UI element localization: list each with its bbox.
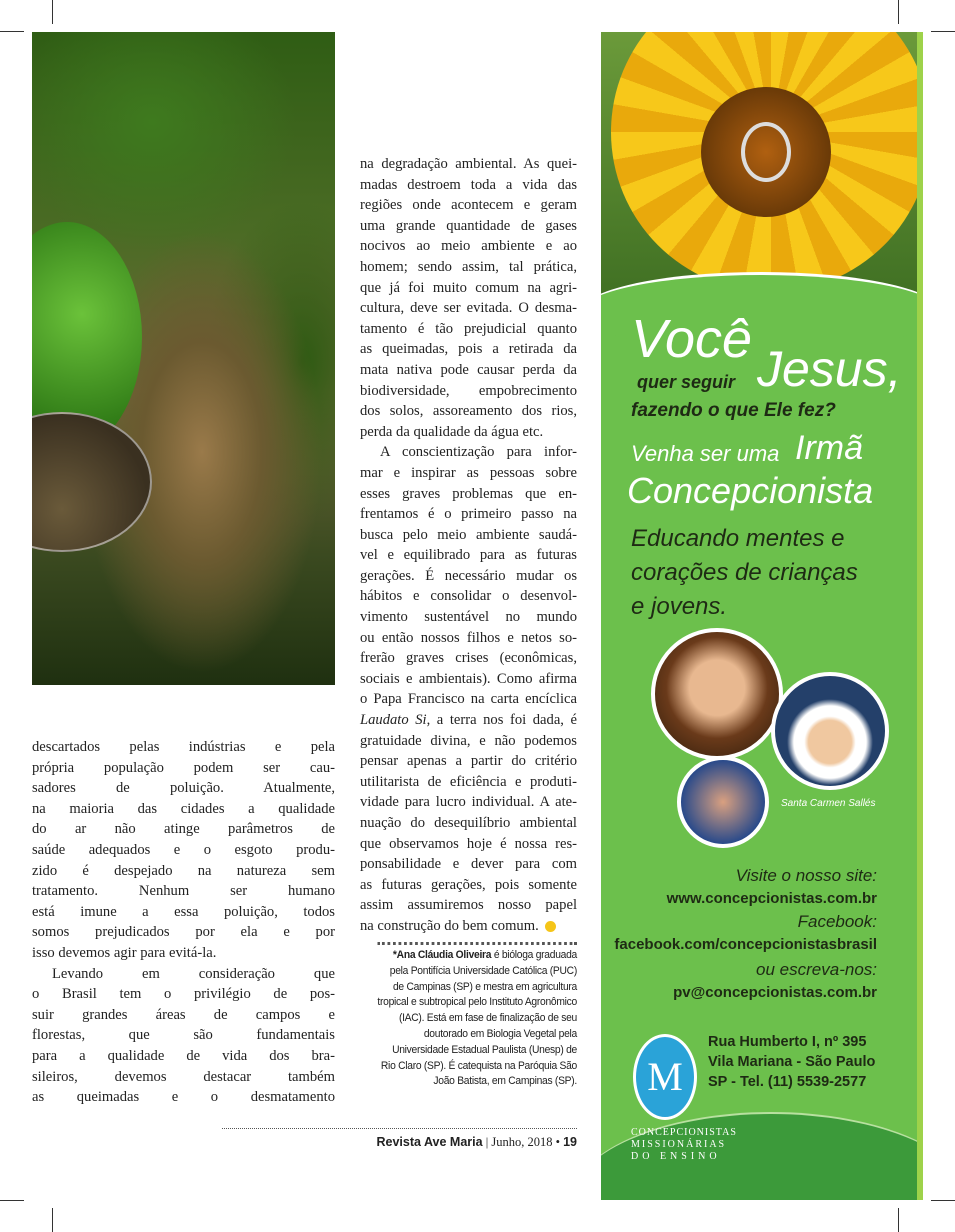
text-line xyxy=(360,813,577,834)
logo-text-line: CONCEPCIONISTAS xyxy=(631,1127,737,1138)
text-line xyxy=(32,1046,335,1067)
text-line xyxy=(360,710,577,731)
text-line-content: as queimadas, pois a retirada da xyxy=(360,341,577,358)
ad-fazendo: fazendo o que Ele fez? xyxy=(631,400,836,421)
page-number: 19 xyxy=(563,1135,577,1149)
facebook-link[interactable]: facebook.com/concepcionistasbrasil xyxy=(614,936,877,953)
text-line-content: na degradação ambiental. As quei- xyxy=(360,156,577,172)
crop-mark xyxy=(0,1200,24,1201)
text-line xyxy=(360,236,577,257)
text-line-content: assim assumiremos nosso papel xyxy=(360,897,577,914)
portrait-children xyxy=(677,756,769,848)
text-line xyxy=(360,298,577,319)
footnote-text: é bióloga graduada pela Pontifícia Universidade Católica (PUC) de Campinas (SP) e mestra em agricultura tropical e subtropical pelo Instituto Agronômico (IAC). Está em fase de finalização de seu doutorado em Biologia Vegetal pela Universidade Estadual Paulista (Unesp) de Rio Claro (SP). É catequista na Paróquia São João Batista, em Campinas (SP). xyxy=(377,949,577,1088)
footer-bullet: • xyxy=(555,1135,560,1149)
crop-mark xyxy=(931,1200,955,1201)
text-line xyxy=(360,257,577,278)
text-line-content: A conscientização para infor- xyxy=(380,444,577,461)
text-line xyxy=(360,154,577,175)
footer-divider xyxy=(222,1128,577,1129)
text-line xyxy=(360,772,577,793)
address-line: Rua Humberto I, nº 395 xyxy=(708,1034,867,1050)
text-line-content: utilitarista de eficiência e produti- xyxy=(360,773,577,790)
text-line xyxy=(32,1067,335,1088)
text-line xyxy=(32,902,335,923)
text-line-content: sileiros, devemos destacar também xyxy=(32,1068,335,1085)
text-line-content: Laudato Si, a terra nos foi dada, é xyxy=(360,712,578,729)
text-line-content: busca pelo meio ambiente saudá- xyxy=(360,526,577,543)
article-photo-tree-globe xyxy=(32,32,335,685)
text-line-content: as futuras gerações, pois somente xyxy=(360,876,577,893)
text-line xyxy=(360,566,577,587)
ad-concepcionista: Concepcionista xyxy=(627,470,874,511)
text-line-content: zido é despejado na natureza sem xyxy=(32,862,335,879)
text-line xyxy=(360,360,577,381)
text-line-content: esses graves problemas que en- xyxy=(360,485,577,502)
text-line-content: as queimadas e o desmatamento xyxy=(32,1089,335,1106)
visit-label: Visite o nosso site: xyxy=(735,866,877,885)
concepcionistas-advertisement xyxy=(601,32,917,1200)
magazine-name: Revista Ave Maria xyxy=(376,1135,483,1149)
text-line-content: ou então nossos filhos e netos so- xyxy=(360,629,577,646)
text-line-content: gratuidade divina, e não podemos xyxy=(360,732,577,749)
text-line xyxy=(360,792,577,813)
text-line xyxy=(360,381,577,402)
ad-quer-seguir: quer seguir xyxy=(637,372,736,392)
text-line xyxy=(360,628,577,649)
portrait-santa-carmen xyxy=(771,672,889,790)
text-line-content: perda da qualidade da água etc. xyxy=(360,423,544,440)
footnote-author: *Ana Cláudia Oliveira xyxy=(392,949,492,961)
ad-voce: Você xyxy=(631,309,753,369)
ad-educando-line: e jovens. xyxy=(631,593,728,620)
text-line-content: que já foi muito comum na agri- xyxy=(360,279,577,296)
logo-text-line: DO ENSINO xyxy=(631,1151,721,1162)
text-line xyxy=(32,1005,335,1026)
footer-separator: | xyxy=(485,1135,489,1149)
text-line-content: mar e inspirar as pessoas sobre xyxy=(360,464,577,481)
ad-educando xyxy=(631,522,858,624)
text-line xyxy=(32,758,335,779)
text-line-content: própria população podem ser cau- xyxy=(32,759,335,776)
text-line xyxy=(360,607,577,628)
text-line xyxy=(32,881,335,902)
write-label: ou escreva-nos: xyxy=(756,960,877,979)
text-line-content: Levando em consideração que xyxy=(52,965,335,982)
text-line-content: descartados pelas indústrias e pela xyxy=(32,739,335,755)
text-line xyxy=(360,689,577,710)
concepcionistas-logo-icon: M xyxy=(633,1034,697,1120)
text-line-content: o Papa Francisco na carta encíclica xyxy=(360,691,577,708)
text-line-content: uma grande quantidade de gases xyxy=(360,217,577,234)
text-line xyxy=(360,484,577,505)
end-mark-icon xyxy=(545,921,556,932)
text-line xyxy=(360,442,577,463)
text-line xyxy=(360,834,577,855)
article-column-middle xyxy=(360,154,577,937)
text-line-content: para a qualidade de vida dos bra- xyxy=(32,1047,335,1064)
text-line xyxy=(360,463,577,484)
text-line-content: vimento sustentável no mundo xyxy=(360,609,577,626)
text-line-content: sociais e ambientais). Como afirma xyxy=(360,670,577,687)
ad-educando-line: Educando mentes e xyxy=(631,525,845,552)
text-line xyxy=(32,984,335,1005)
text-line xyxy=(32,840,335,861)
text-line-content: nuação do desequilíbrio ambiental xyxy=(360,815,577,831)
text-line-content: gerações. É necessário mudar os xyxy=(360,567,577,584)
text-line-content: madas destroem toda a vida das xyxy=(360,176,577,193)
text-line xyxy=(360,422,577,443)
text-line xyxy=(360,525,577,546)
text-line-content: o Brasil tem o privilégio de pos- xyxy=(32,986,335,1003)
text-line xyxy=(360,195,577,216)
address-line: SP - Tel. (11) 5539-2577 xyxy=(708,1074,867,1090)
text-line xyxy=(360,401,577,422)
text-line-content: na construção do bem comum. xyxy=(360,917,539,934)
text-line xyxy=(360,669,577,690)
article-column-left xyxy=(32,737,335,1108)
crop-mark xyxy=(52,1208,53,1232)
author-footnote xyxy=(377,942,577,1090)
text-line xyxy=(360,648,577,669)
portrait-virgin-mary xyxy=(651,628,783,760)
text-line-content: ponsabilidade e dever para com xyxy=(360,856,577,873)
text-line-content: frentamos é o primeiro passo na xyxy=(360,506,577,523)
text-line-content: tratamento. Nenhum ser humano xyxy=(32,883,335,900)
text-line-content: está imune a essa poluição, todos xyxy=(32,903,335,920)
page-footer xyxy=(376,1135,577,1150)
facebook-label: Facebook: xyxy=(797,912,877,931)
text-line-content: cultura, deve ser evitada. O desma- xyxy=(360,300,577,317)
text-line xyxy=(360,545,577,566)
text-line-content: homem; sendo assim, tal prática, xyxy=(360,258,577,275)
pendant-icon xyxy=(741,122,791,182)
text-line xyxy=(360,586,577,607)
text-line-content: sadores de poluição. Atualmente, xyxy=(32,780,335,797)
text-line xyxy=(360,916,577,937)
text-line xyxy=(32,1025,335,1046)
text-line-content: dos solos, assoreamento dos rios, xyxy=(360,403,577,420)
text-line xyxy=(360,216,577,237)
text-line-content: frerão graves crises (econômicas, xyxy=(360,650,577,667)
text-line xyxy=(32,922,335,943)
crop-mark xyxy=(931,31,955,32)
text-line-content: que observamos hoje é nossa res- xyxy=(360,835,577,852)
address-line: Vila Mariana - São Paulo xyxy=(708,1054,876,1070)
ad-venha: Venha ser uma xyxy=(631,441,780,466)
text-line-content: somos prejudicados por ela e por xyxy=(32,924,335,941)
logo-text-line: MISSIONÁRIAS xyxy=(631,1139,727,1150)
text-line xyxy=(360,731,577,752)
text-line xyxy=(32,861,335,882)
text-line xyxy=(360,875,577,896)
text-line xyxy=(360,854,577,875)
text-line xyxy=(32,799,335,820)
footnote-divider xyxy=(377,942,577,946)
text-line xyxy=(32,1087,335,1108)
sunflower-image xyxy=(601,32,917,312)
text-line-content: mata nativa pode causar perda da xyxy=(360,361,577,378)
text-line xyxy=(360,278,577,299)
text-line xyxy=(360,319,577,340)
text-line-content: florestas, que são fundamentais xyxy=(32,1027,335,1044)
glass-globe-image xyxy=(32,412,152,552)
text-line xyxy=(360,504,577,525)
text-line-content: pensar apenas a partir do critério xyxy=(360,753,577,770)
text-line xyxy=(360,895,577,916)
text-line-content: vidade para lucro individual. A ate- xyxy=(360,794,577,811)
text-line xyxy=(360,175,577,196)
crop-mark xyxy=(898,1208,899,1232)
text-line-content: vel e equilibrado para as futuras xyxy=(360,547,577,564)
text-line xyxy=(32,737,335,758)
ad-edge-strip xyxy=(917,32,923,1200)
ad-jesus: Jesus, xyxy=(757,341,902,397)
text-line-content: saúde adequados e o esgoto produ- xyxy=(32,841,335,858)
text-line xyxy=(32,819,335,840)
text-line-content: isso devemos agir para evitá-la. xyxy=(32,944,217,961)
ad-irma: Irmã xyxy=(795,429,863,467)
text-line-content: do ar não atinge parâmetros de xyxy=(32,821,335,838)
crop-mark xyxy=(52,0,53,24)
text-line-content: na maioria das cidades a qualidade xyxy=(32,800,335,817)
issue-date: Junho, 2018 xyxy=(491,1135,553,1149)
text-line xyxy=(360,751,577,772)
text-line-content: biodiversidade, empobrecimento xyxy=(360,382,577,399)
text-line-content: nocivos ao meio ambiente e ao xyxy=(360,238,577,255)
site-link[interactable]: www.concepcionistas.com.br xyxy=(666,890,877,907)
text-line xyxy=(32,964,335,985)
text-line xyxy=(360,339,577,360)
address xyxy=(708,1032,875,1092)
text-line xyxy=(32,943,335,964)
text-line-content: tamento é tão prejudicial quanto xyxy=(360,320,577,337)
text-line-content: regiões onde acontecem e geram xyxy=(360,197,577,214)
crop-mark xyxy=(898,0,899,24)
ad-educando-line: corações de crianças xyxy=(631,559,858,586)
text-line-content: suir grandes áreas de campos e xyxy=(32,1006,335,1023)
text-line xyxy=(32,778,335,799)
email-link[interactable]: pv@concepcionistas.com.br xyxy=(673,984,877,1001)
crop-mark xyxy=(0,31,24,32)
saint-caption: Santa Carmen Sallés xyxy=(781,798,876,809)
text-line-content: hábitos e consolidar o desenvol- xyxy=(360,588,577,605)
logo-text xyxy=(631,1127,737,1163)
